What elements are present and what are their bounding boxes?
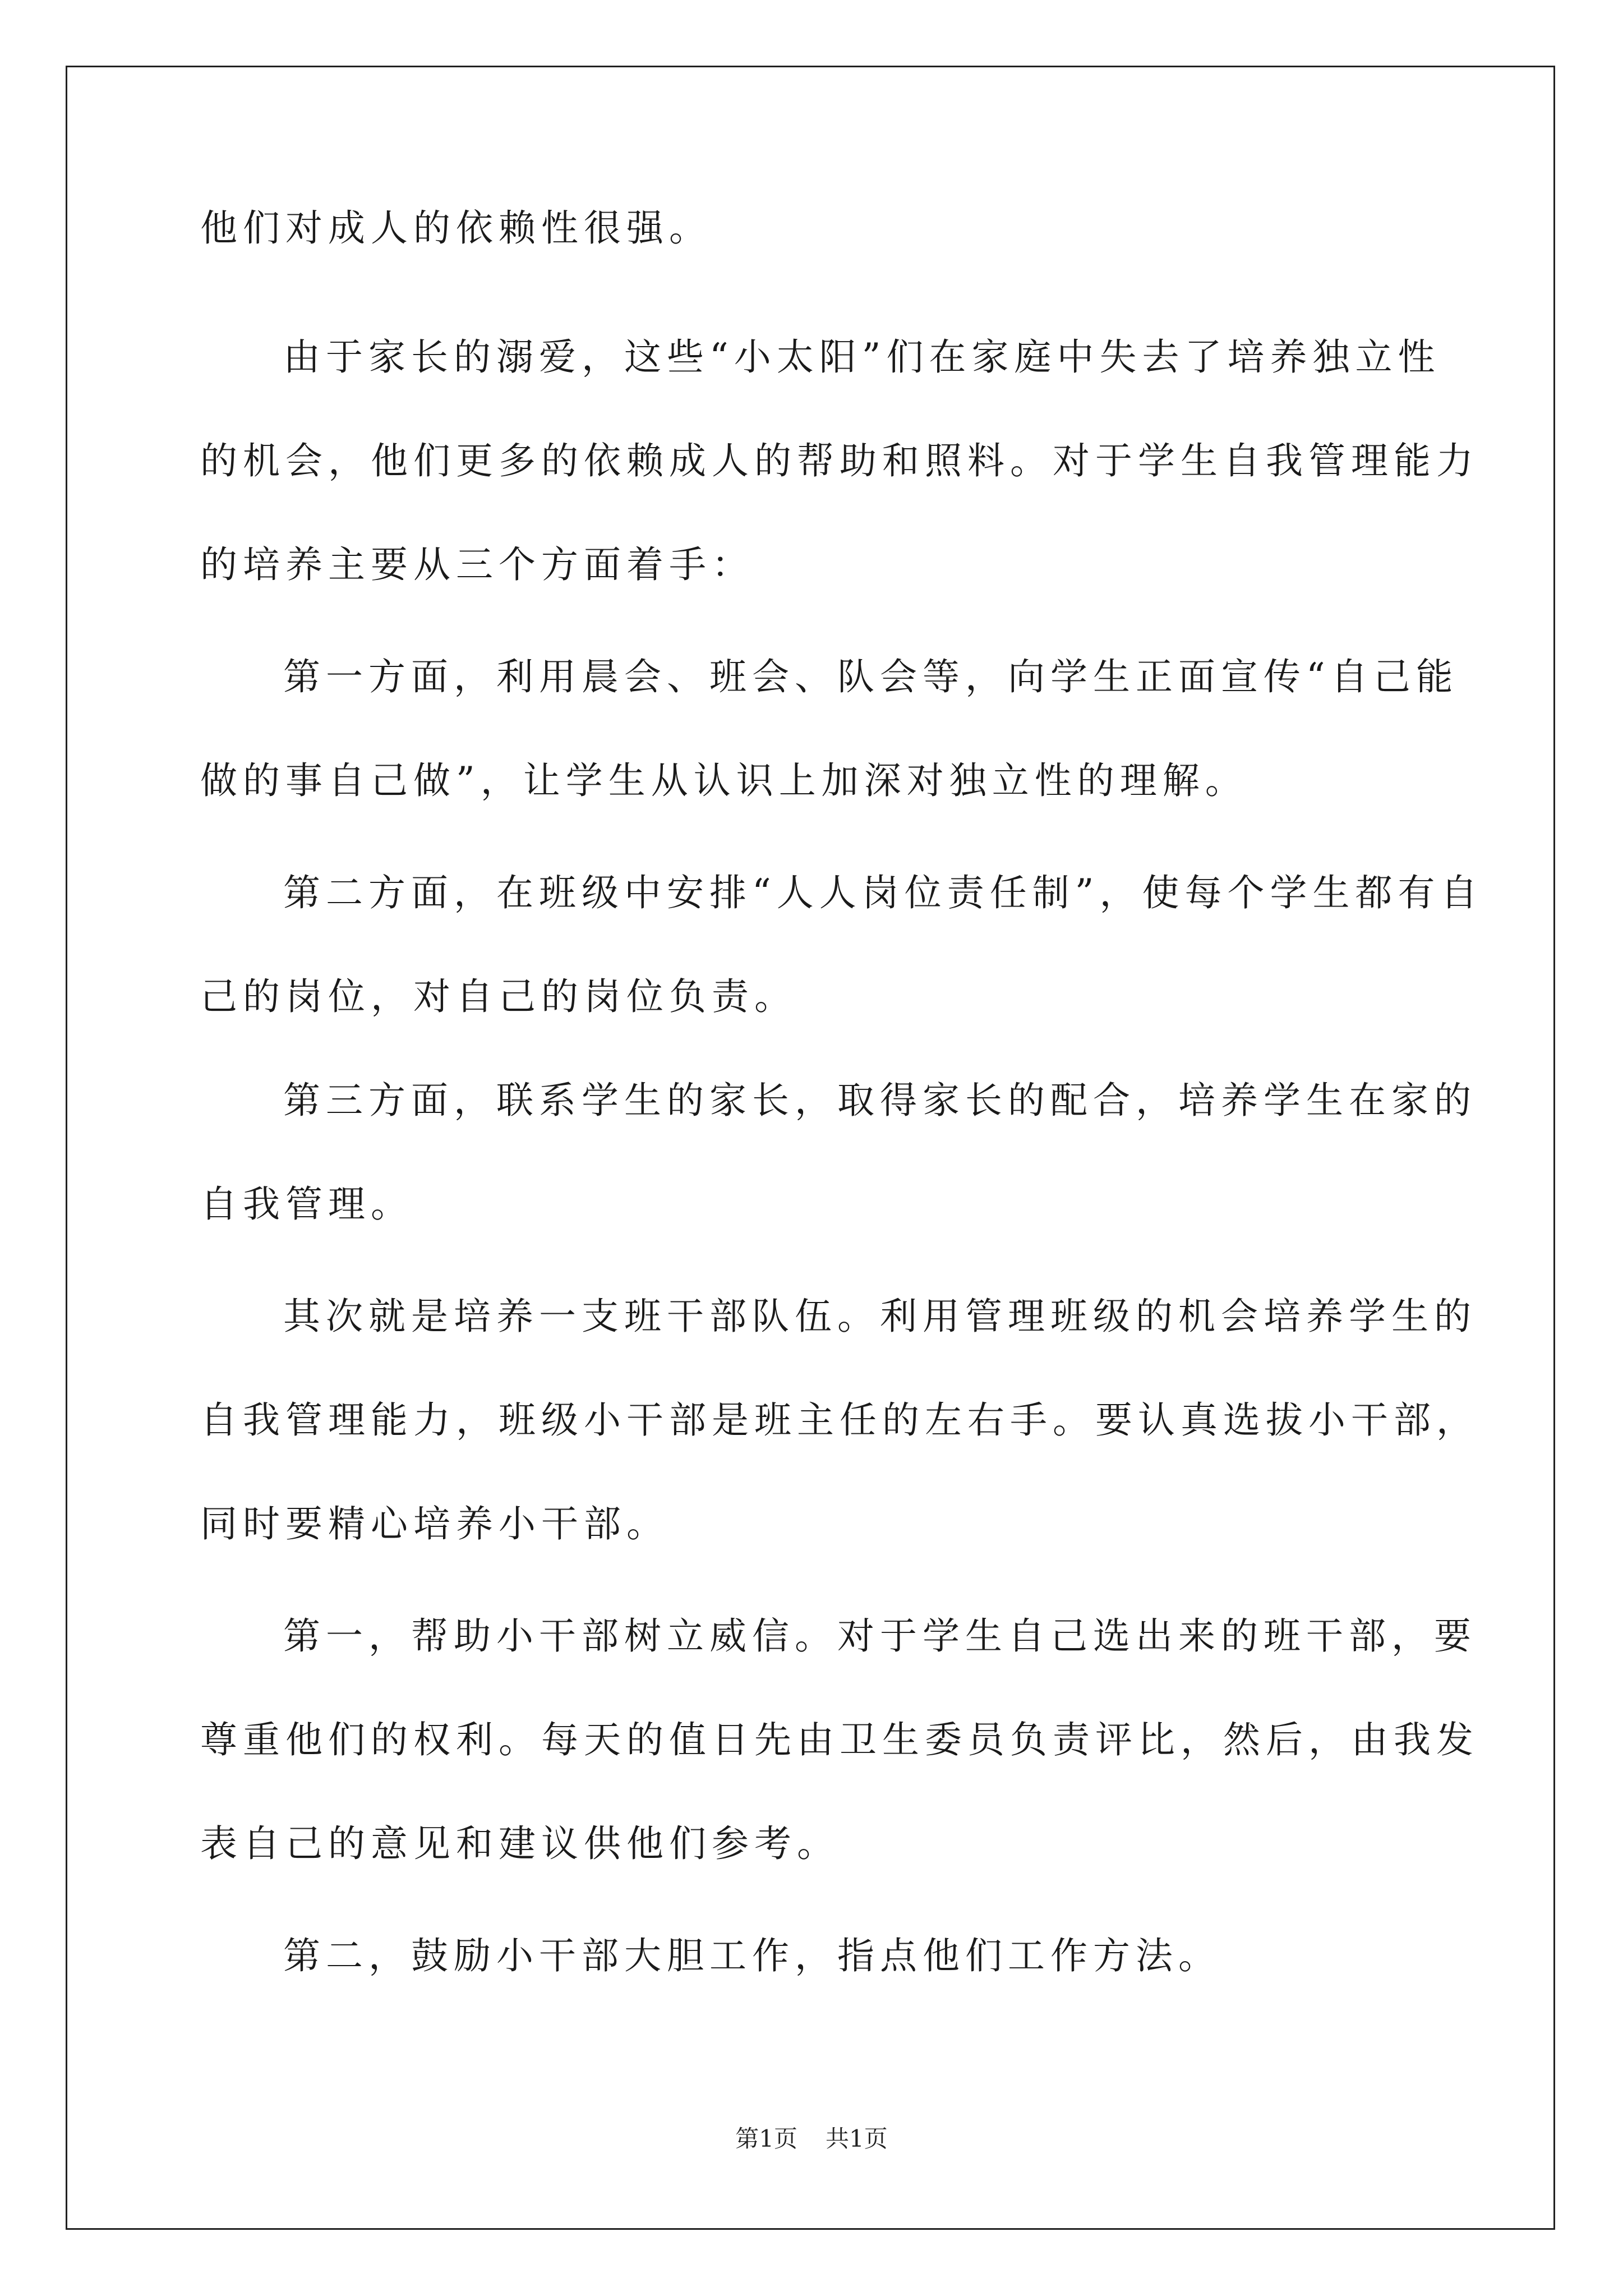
paragraph-line: 他们对成人的依赖性很强。 [200, 206, 712, 250]
paragraph-line: 同时要精心培养小干部。 [200, 1502, 669, 1545]
page-number-current: 第1页 [735, 2125, 797, 2152]
paragraph-line: 第二，鼓励小干部大胆工作，指点他们工作方法。 [283, 1934, 1221, 1977]
paragraph-line: 第一，帮助小干部树立威信。对于学生自己选出来的班干部，要 [283, 1614, 1477, 1658]
page-footer [0, 2122, 1623, 2156]
paragraph-line: 尊重他们的权利。每天的值日先由卫生委员负责评比，然后，由我发 [200, 1718, 1479, 1761]
paragraph-line: 由于家长的溺爱，这些“小太阳”们在家庭中失去了培养独立性 [283, 335, 1441, 379]
paragraph-line: 表自己的意见和建议供他们参考。 [200, 1822, 840, 1865]
paragraph-line: 己的岗位，对自己的岗位负责。 [200, 975, 797, 1018]
paragraph-line: 的培养主要从三个方面着手： [200, 543, 754, 586]
paragraph-line: 第三方面，联系学生的家长，取得家长的配合，培养学生在家的 [283, 1079, 1477, 1122]
paragraph-line: 第一方面，利用晨会、班会、队会等，向学生正面宣传“自己能 [283, 655, 1459, 698]
page-number-total: 共1页 [826, 2125, 888, 2152]
paragraph-line: 自我管理能力，班级小干部是班主任的左右手。要认真选拔小干部， [200, 1398, 1479, 1442]
paragraph-line: 第二方面，在班级中安排“人人岗位责任制”，使每个学生都有自 [283, 871, 1483, 914]
paragraph-line: 做的事自己做”，让学生从认识上加深对独立性的理解。 [200, 759, 1248, 802]
page-border [66, 66, 1555, 2230]
paragraph-line: 的机会，他们更多的依赖成人的帮助和照料。对于学生自我管理能力 [200, 439, 1479, 482]
paragraph-line: 自我管理。 [200, 1182, 413, 1226]
paragraph-line: 其次就是培养一支班干部队伍。利用管理班级的机会培养学生的 [283, 1295, 1477, 1338]
